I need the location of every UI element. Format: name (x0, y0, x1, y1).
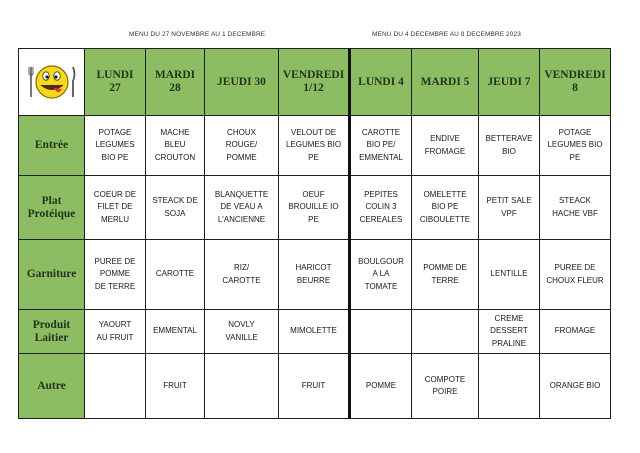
table-row-entree (19, 116, 611, 176)
menu-cell (205, 354, 279, 419)
table-row-produit-laitier (19, 310, 611, 354)
menu-cell: STEACK HACHE VBF (540, 176, 611, 240)
table-row-garniture (19, 240, 611, 310)
menu-cell: POTAGE LEGUMES BIO PE (85, 116, 146, 176)
menu-cell (479, 354, 540, 419)
menu-cell: FRUIT (146, 354, 205, 419)
day-header: MARDI 28 (146, 49, 205, 116)
menu-cell: COEUR DE FILET DE MERLU (85, 176, 146, 240)
menu-cell: CAROTTE (146, 240, 205, 310)
day-header: LUNDI 27 (85, 49, 146, 116)
menu-cell: POTAGE LEGUMES BIO PE (540, 116, 611, 176)
menu-cell: PUREE DE POMME DE TERRE (85, 240, 146, 310)
row-label: Produit Laitier (19, 310, 85, 354)
day-header: JEUDI 7 (479, 49, 540, 116)
menu-cell: MACHE BLEU CROUTON (146, 116, 205, 176)
row-label: Garniture (19, 240, 85, 310)
menu-cell: FRUIT (279, 354, 350, 419)
menu-table (18, 48, 611, 419)
menu-cell: MIMOLETTE (279, 310, 350, 354)
menu-cell: COMPOTE POIRE (412, 354, 479, 419)
day-header: VENDREDI 8 (540, 49, 611, 116)
menu-cell: RIZ/ CAROTTE (205, 240, 279, 310)
header-row (19, 49, 611, 116)
menu-cell (350, 310, 412, 354)
menu-cell: FROMAGE (540, 310, 611, 354)
menu-cell: NOVLY VANILLE (205, 310, 279, 354)
menu-cell: EMMENTAL (146, 310, 205, 354)
menu-cell: PETIT SALE VPF (479, 176, 540, 240)
menu-cell: OEUF BROUILLE IO PE (279, 176, 350, 240)
row-label: Entrée (19, 116, 85, 176)
period-title-week-1: MENU DU 27 NOVEMBRE AU 1 DECEMBRE (129, 31, 266, 38)
row-label: Plat Protéique (19, 176, 85, 240)
menu-cell: CAROTTE BIO PE/ EMMENTAL (350, 116, 412, 176)
menu-cell: HARICOT BEURRE (279, 240, 350, 310)
menu-cell (85, 354, 146, 419)
menu-cell: ENDIVE FROMAGE (412, 116, 479, 176)
menu-cell: ORANGE BIO (540, 354, 611, 419)
period-title-week-2: MENU DU 4 DECEMBRE AU 8 DECEMBRE 2023 (372, 31, 521, 38)
menu-cell: BETTERAVE BIO (479, 116, 540, 176)
menu-cell: PEPITES COLIN 3 CEREALES (350, 176, 412, 240)
menu-cell: BOULGOUR A LA TOMATE (350, 240, 412, 310)
menu-cell: POMME (350, 354, 412, 419)
smiley-with-fork-and-knife-icon (26, 61, 78, 103)
menu-cell (412, 310, 479, 354)
table-row-plat-proteique (19, 176, 611, 240)
logo-cell (19, 49, 85, 116)
menu-cell: POMME DE TERRE (412, 240, 479, 310)
menu-cell: BLANQUETTE DE VEAU A L'ANCIENNE (205, 176, 279, 240)
menu-cell: PUREE DE CHOUX FLEUR (540, 240, 611, 310)
menu-cell: LENTILLE (479, 240, 540, 310)
table-row-autre (19, 354, 611, 419)
menu-cell: YAOURT AU FRUIT (85, 310, 146, 354)
menu-cell: CHOUX ROUGE/ POMME (205, 116, 279, 176)
menu-cell: VELOUT DE LEGUMES BIO PE (279, 116, 350, 176)
day-header: JEUDI 30 (205, 49, 279, 116)
day-header: VENDREDI 1/12 (279, 49, 350, 116)
day-header: LUNDI 4 (350, 49, 412, 116)
menu-cell: CREME DESSERT PRALINE (479, 310, 540, 354)
row-label: Autre (19, 354, 85, 419)
menu-cell: STEACK DE SOJA (146, 176, 205, 240)
menu-cell: OMELETTE BIO PE CIBOULETTE (412, 176, 479, 240)
day-header: MARDI 5 (412, 49, 479, 116)
